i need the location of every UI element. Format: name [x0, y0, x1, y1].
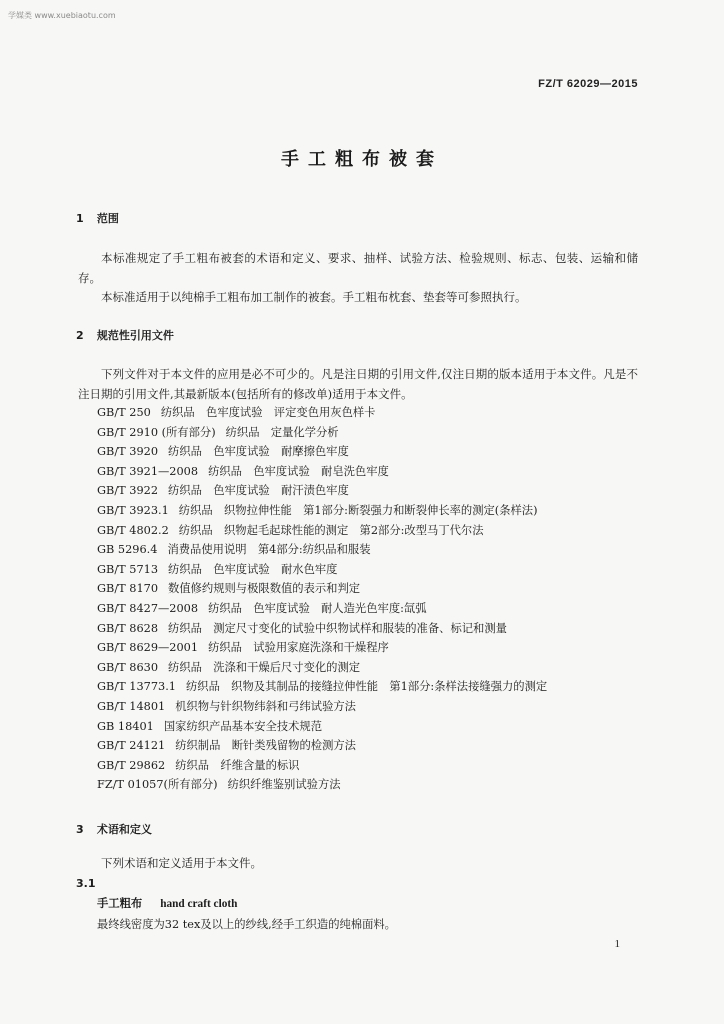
reference-code: FZ/T 01057(所有部分) [97, 778, 218, 792]
section-number: 2 [76, 329, 84, 342]
reference-title: 纺织品 色牢度试验 耐摩擦色牢度 [168, 445, 349, 459]
page-number: 1 [614, 938, 620, 950]
reference-code: GB/T 8629—2001 [97, 641, 199, 655]
reference-code: GB/T 3921—2008 [97, 464, 199, 478]
reference-item [97, 540, 637, 560]
document-code: FZ/T 62029—2015 [538, 78, 638, 90]
reference-code: GB/T 8170 [97, 582, 159, 596]
watermark: 学媒类 www.xuebiaotu.com [8, 11, 116, 20]
reference-code: GB/T 8427—2008 [97, 601, 199, 615]
reference-code: GB/T 13773.1 [97, 680, 176, 694]
reference-title: 纺织品 定量化学分析 [225, 425, 339, 439]
section-1-heading [76, 210, 119, 226]
scope-paragraph-2: 本标准适用于以纯棉手工粗布加工制作的被套。手工粗布枕套、垫套等可参照执行。 [101, 290, 527, 304]
reference-title: 纺织品 纤维含量的标识 [175, 758, 300, 772]
reference-item [97, 501, 637, 521]
section-title: 规范性引用文件 [96, 329, 174, 342]
reference-item [97, 560, 637, 580]
reference-item [97, 736, 637, 756]
reference-code: GB/T 250 [97, 406, 151, 419]
reference-title: 纺织纤维鉴别试验方法 [227, 778, 341, 792]
reference-item [97, 775, 637, 795]
term-english: hand craft cloth [160, 898, 238, 910]
reference-title: 纺织品 色牢度试验 耐水色牢度 [168, 562, 338, 576]
reference-item [97, 717, 637, 737]
section-3-heading [76, 821, 152, 837]
section-2-heading [76, 327, 174, 343]
term-chinese: 手工粗布 [97, 897, 143, 910]
reference-title: 纺织品 测定尺寸变化的试验中织物试样和服装的准备、标记和测量 [168, 621, 507, 635]
reference-item [97, 599, 637, 619]
reference-item [97, 756, 637, 776]
reference-code: GB/T 3920 [97, 445, 159, 459]
reference-code: GB/T 29862 [97, 758, 166, 772]
reference-item [97, 619, 637, 639]
reference-title: 纺织制品 断针类残留物的检测方法 [175, 739, 356, 753]
term-definition: 最终线密度为32 tex及以上的纱线,经手工织造的纯棉面料。 [97, 918, 396, 931]
reference-title: 消费品使用说明 第4部分:纺织品和服装 [167, 543, 371, 557]
reference-item [97, 442, 637, 462]
reference-item [97, 579, 637, 599]
reference-title: 纺织品 织物及其制品的接缝拉伸性能 第1部分:条样法接缝强力的测定 [185, 680, 548, 694]
reference-item [97, 481, 637, 501]
reference-item [97, 677, 637, 697]
reference-title: 纺织品 洗涤和干燥后尺寸变化的测定 [168, 660, 361, 674]
reference-title: 纺织品 色牢度试验 耐汗渍色牢度 [168, 484, 349, 498]
reference-title: 纺织品 色牢度试验 评定变色用灰色样卡 [160, 406, 376, 419]
reference-title: 国家纺织产品基本安全技术规范 [163, 719, 323, 733]
reference-title: 纺织品 试验用家庭洗涤和干燥程序 [208, 641, 389, 655]
reference-code: GB/T 24121 [97, 739, 166, 753]
reference-item [97, 423, 637, 443]
reference-code: GB 5296.4 [97, 543, 158, 557]
section-number: 3 [76, 823, 84, 836]
section-number: 1 [76, 212, 84, 225]
terms-intro: 下列术语和定义适用于本文件。 [101, 856, 262, 870]
section-title: 术语和定义 [96, 823, 152, 836]
reference-item [97, 521, 637, 541]
reference-code: GB/T 3922 [97, 484, 159, 498]
reference-code: GB/T 8628 [97, 621, 159, 635]
reference-code: GB/T 14801 [97, 699, 166, 713]
term-heading [97, 895, 237, 911]
term-number: 3.1 [76, 877, 96, 890]
reference-title: 机织物与针织物纬斜和弓纬试验方法 [175, 699, 356, 713]
reference-title: 纺织品 织物拉伸性能 第1部分:断裂强力和断裂伸长率的测定(条样法) [178, 503, 538, 517]
references-intro: 下列文件对于本文件的应用是必不可少的。凡是注日期的引用文件,仅注日期的版本适用于本文件。凡是不注日期的引用文件,其最新版本(包括所有的修改单)适用于本文件。 [78, 367, 638, 401]
reference-item [97, 403, 637, 423]
reference-code: GB/T 3923.1 [97, 503, 169, 517]
reference-code: GB/T 4802.2 [97, 523, 169, 537]
reference-code: GB/T 8630 [97, 660, 159, 674]
reference-code: GB/T 2910 (所有部分) [97, 425, 216, 439]
reference-title: 纺织品 色牢度试验 耐人造光色牢度:氙弧 [208, 601, 427, 615]
reference-list [97, 403, 637, 795]
reference-item [97, 638, 637, 658]
reference-item [97, 658, 637, 678]
reference-code: GB/T 5713 [97, 562, 159, 576]
reference-item [97, 697, 637, 717]
scope-paragraph-1: 本标准规定了手工粗布被套的术语和定义、要求、抽样、试验方法、检验规则、标志、包装、运输和储存。 [78, 251, 638, 285]
reference-title: 纺织品 色牢度试验 耐皂洗色牢度 [208, 464, 389, 478]
reference-code: GB 18401 [97, 719, 154, 733]
reference-title: 纺织品 织物起毛起球性能的测定 第2部分:改型马丁代尔法 [178, 523, 484, 537]
section-title: 范围 [96, 212, 119, 225]
reference-item [97, 462, 637, 482]
document-title: 手工粗布被套 [281, 149, 443, 170]
reference-title: 数值修约规则与极限数值的表示和判定 [168, 582, 361, 596]
